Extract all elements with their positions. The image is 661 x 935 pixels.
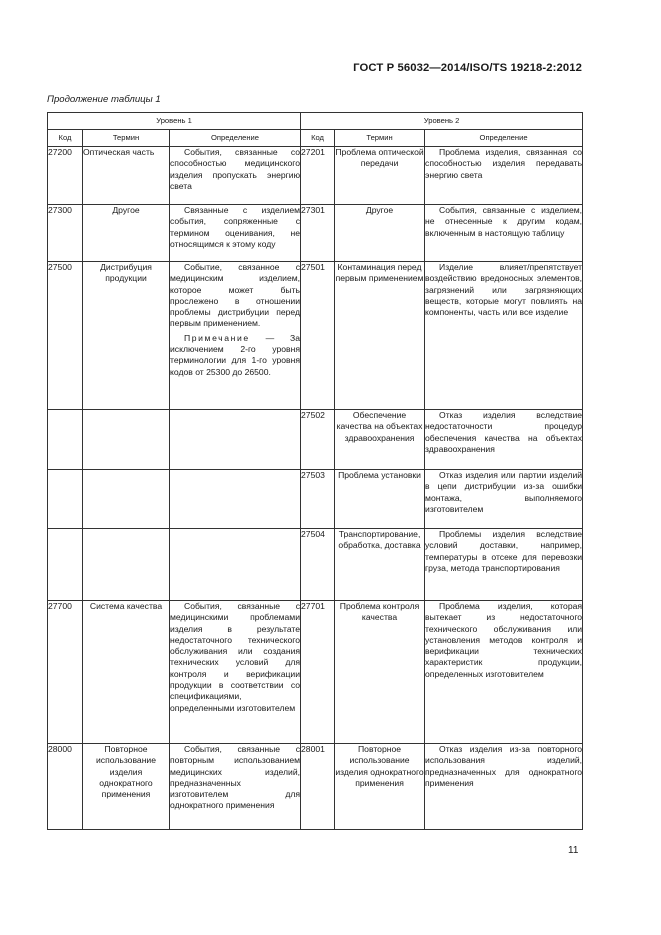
col-code-1: Код	[48, 130, 83, 147]
term-1: Повторное использование изделия однократного применения	[83, 744, 170, 830]
definition-2: Изделие влияет/препятствует воздействию вредоносных элементов, загрязнений или загрязняющих веществ, которые могут повлиять на компоненты, часть или все изделие	[425, 262, 583, 410]
code-1: 27200	[48, 147, 83, 205]
definition-2: Проблемы изделия вследствие условий доставки, например, температуры в отсеке для перевозки груза, метода транспортирования	[425, 529, 583, 601]
term-2: Другое	[335, 205, 425, 262]
note-label: Примечание	[184, 332, 250, 343]
table-row	[48, 744, 583, 830]
term-2: Проблема оптической передачи	[335, 147, 425, 205]
table-row	[48, 410, 583, 470]
definition-2: Отказ изделия из-за повторного использования изделий, предназначенных для однократного применения	[425, 744, 583, 830]
code-1	[48, 470, 83, 529]
term-1	[83, 529, 170, 601]
term-2: Проблема установки	[335, 470, 425, 529]
code-2: 27502	[301, 410, 335, 470]
col-code-2: Код	[301, 130, 335, 147]
definition-2: События, связанные с изделием, не отнесенные к другим кодам, включенным в настоящую таблицу	[425, 205, 583, 262]
definition-2: Проблема изделия, связанная со способностью изделия передавать энергию света	[425, 147, 583, 205]
term-1	[83, 470, 170, 529]
level-1-header: Уровень 1	[48, 113, 301, 130]
code-2: 27501	[301, 262, 335, 410]
level-header-row	[48, 113, 583, 130]
definition-1: События, связанные с медицинскими проблемами изделия в результате недостаточного технического обслуживания или создания технических условий для контроля и верификации продукции в соответствии со спецификациями, определенными изготовителем	[170, 601, 301, 744]
col-term-2: Термин	[335, 130, 425, 147]
term-2: Контаминация перед первым применением	[335, 262, 425, 410]
definition-1: Событие, связанное с медицинским изделием, которое может быть прослежено в отношении проблемы дистрибуции перед первым применением. Примечание — За исключением 2-го уровня терминологии для 1-го уровня кодов от 25300 до 26500.	[170, 262, 301, 410]
definition-1: События, связанные с повторным использованием медицинских изделий, предназначенных изготовителем для однократного применения	[170, 744, 301, 830]
code-1: 27700	[48, 601, 83, 744]
term-1: Другое	[83, 205, 170, 262]
col-definition-2: Определение	[425, 130, 583, 147]
term-2: Повторное использование изделия однократного применения	[335, 744, 425, 830]
definition-1: Связанные с изделием события, сопряженные с термином оценивания, не относящимся к этому коду	[170, 205, 301, 262]
table-row	[48, 147, 583, 205]
code-2: 27201	[301, 147, 335, 205]
definition-1	[170, 470, 301, 529]
code-1: 27300	[48, 205, 83, 262]
code-2: 27503	[301, 470, 335, 529]
terms-table	[47, 112, 583, 830]
table-caption: Продолжение таблицы 1	[47, 94, 161, 105]
definition-1	[170, 529, 301, 601]
definition-1	[170, 410, 301, 470]
column-header-row	[48, 130, 583, 147]
term-2: Транспортирование, обработка, доставка	[335, 529, 425, 601]
col-term-1: Термин	[83, 130, 170, 147]
code-1	[48, 410, 83, 470]
code-1	[48, 529, 83, 601]
code-2: 27301	[301, 205, 335, 262]
definition-1: События, связанные со способностью медицинского изделия пропускать энергию света	[170, 147, 301, 205]
code-1: 27500	[48, 262, 83, 410]
table-row	[48, 205, 583, 262]
table-row	[48, 470, 583, 529]
table-row	[48, 601, 583, 744]
term-1: Система качества	[83, 601, 170, 744]
definition-2: Отказ изделия или партии изделий в цепи дистрибуции из-за ошибки монтажа, выполняемого изготовителем	[425, 470, 583, 529]
definition-2: Отказ изделия вследствие недостаточности процедур обеспечения качества на объектах здравоохранения	[425, 410, 583, 470]
code-2: 28001	[301, 744, 335, 830]
code-2: 27701	[301, 601, 335, 744]
table-row	[48, 529, 583, 601]
col-definition-1: Определение	[170, 130, 301, 147]
page-number: 11	[568, 845, 579, 856]
term-2: Обеспечение качества на объектах здравоохранения	[335, 410, 425, 470]
level-2-header: Уровень 2	[301, 113, 583, 130]
term-2: Проблема контроля качества	[335, 601, 425, 744]
code-2: 27504	[301, 529, 335, 601]
term-1: Оптическая часть	[83, 147, 170, 205]
table-row	[48, 262, 583, 410]
definition-2: Проблема изделия, которая вытекает из недостаточного технического обслуживания или установления методов контроля и верификации технических характеристик продукции, определенных изготовителем	[425, 601, 583, 744]
document-header: ГОСТ Р 56032—2014/ISO/TS 19218-2:2012	[353, 62, 582, 74]
code-1: 28000	[48, 744, 83, 830]
term-1	[83, 410, 170, 470]
term-1: Дистрибуция продукции	[83, 262, 170, 410]
note-text: — За исключением 2-го уровня терминологии для 1-го уровня кодов от 25300 до 26500.	[170, 332, 301, 377]
